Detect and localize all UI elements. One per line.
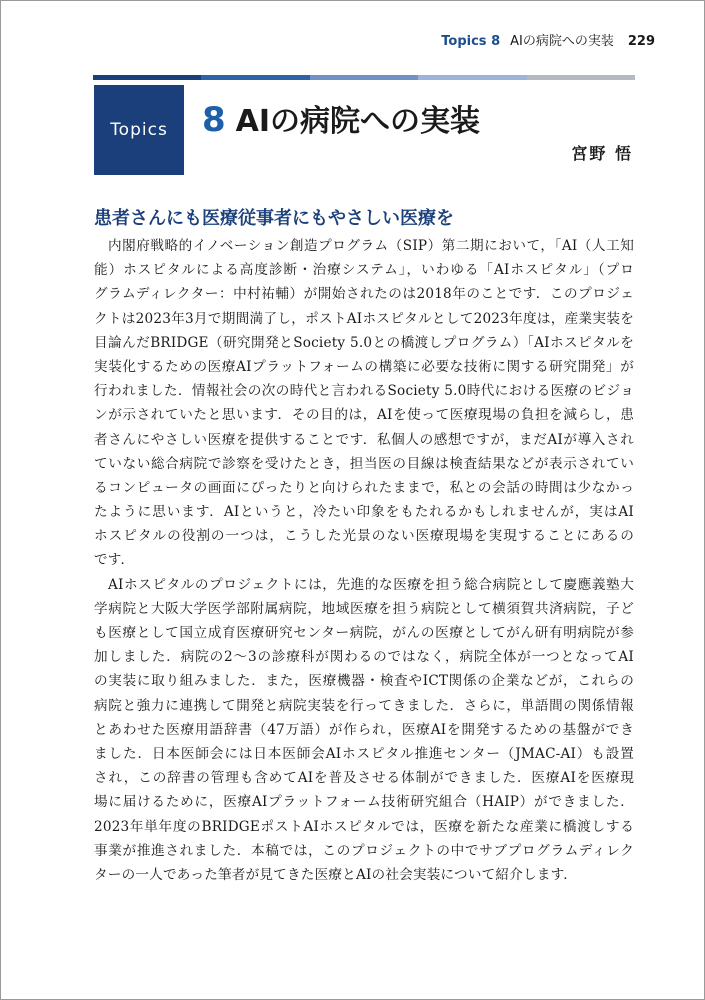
running-header-section: Topics 8 (441, 34, 501, 49)
body-line: グラムディレクター：中村祐輔）が開始されたのは2018年のことです．このプロジェ (94, 286, 634, 303)
section-heading: 患者さんにも医療従事者にもやさしい医療を (94, 208, 454, 229)
paragraph-2 (94, 573, 634, 887)
rule-segment (527, 75, 635, 80)
author-name: 宮野 悟 (571, 144, 633, 163)
topics-badge-label: Topics (110, 120, 168, 140)
body-line: ホスピタルの役割の一つは，こうした光景のない医療現場を実現することにあるの (94, 528, 634, 545)
header-color-rule (93, 75, 635, 80)
body-line: 者さんにやさしい医療を提供することです．私個人の感想ですが，まだAIが導入され (94, 431, 634, 448)
body-line: 事業が推進されました．本稿では，このプロジェクトの中でサブプログラムディレク (94, 842, 634, 859)
body-line: 学病院と大阪大学医学部附属病院，地域医療を担う病院として横須賀共済病院，子ど (94, 600, 634, 617)
running-header-title: AIの病院への実装 (510, 34, 614, 49)
running-header (441, 30, 655, 49)
body-line: クトは2023年3月で期間満了し，ポストAIホスピタルとして2023年度は，産業実装を (94, 310, 634, 327)
body-line: ていない総合病院で診察を受けたとき，担当医の目線は検査結果などが表示されてい (94, 455, 634, 472)
chapter-title: AIの病院への実装 (235, 104, 481, 139)
page-number: 229 (627, 34, 655, 49)
rule-segment (418, 75, 526, 80)
body-line: ンが示されていたと思います．その目的は，AIを使って医療現場の負担を減らし，患 (94, 407, 634, 424)
body-line: され，この辞書の管理も含めてAIを普及させる体制ができました．医療AIを医療現 (94, 770, 634, 787)
body-line: たように思います．AIというと，冷たい印象をもたれるかもしれませんが，実はAI (94, 504, 634, 521)
body-line: ターの一人であった筆者が見てきた医療とAIの社会実装について紹介します． (94, 866, 578, 883)
body-line: とあわせた医療用語辞書（47万語）が作られ，医療AIを開発するための基盤ができ (94, 721, 634, 738)
chapter-heading (202, 96, 480, 140)
body-line: 加しました．病院の2～3の診療科が関わるのではなく，病院全体が一つとなってAI (94, 649, 634, 666)
body-line: ました．日本医師会には日本医師会AIホスピタル推進センター（JMAC-AI）も設置 (94, 745, 634, 762)
body-line: です． (94, 552, 135, 569)
body-line: AIホスピタルのプロジェクトには，先進的な医療を担う総合病院として慶應義塾大 (108, 576, 634, 593)
body-line: 行われました．情報社会の次の時代と言われるSociety 5.0時代における医療のビジョ (94, 383, 634, 400)
rule-segment (310, 75, 418, 80)
body-line: るコンピュータの画面にぴったりと向けられたままで，私との会話の時間は少なかっ (94, 479, 634, 496)
body-line: 目論んだBRIDGE（研究開発とSociety 5.0との橋渡しプログラム）「AIホスピタルを (94, 334, 634, 351)
body-line: も医療として国立成育医療研究センター病院，がんの医療としてがん研有明病院が参 (94, 625, 634, 641)
body-line: 実装化するための医療AIプラットフォームの構築に必要な技術に関する研究開発」が (94, 358, 634, 375)
body-line: の実装に取り組みました．また，医療機器・検査やICT関係の企業などが，これらの (94, 673, 634, 690)
chapter-number: 8 (202, 100, 226, 140)
body-line: 場に届けるために，医療AIプラットフォーム技術研究組合（HAIP）ができました． (94, 794, 634, 811)
rule-segment (201, 75, 309, 80)
body-line: 2023年単年度のBRIDGEポストAIホスピタルでは，医療を新たな産業に橋渡しする (94, 818, 634, 835)
body-text (94, 234, 634, 887)
paragraph-1 (94, 234, 634, 573)
body-line: 能）ホスピタルによる高度診断・治療システム」，いわゆる「AIホスピタル」（プロ (94, 262, 634, 279)
body-line: 内閣府戦略的イノベーション創造プログラム（SIP）第二期において，「AI（人工知 (108, 238, 634, 254)
body-line: 病院と強力に連携して開発と病院実装を行ってきました．さらに，単語間の関係情報 (94, 697, 634, 714)
rule-segment (93, 75, 201, 80)
topics-badge (94, 85, 184, 175)
